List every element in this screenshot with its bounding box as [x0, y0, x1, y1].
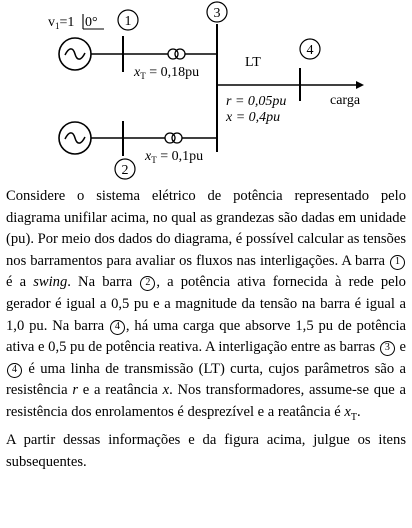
question-paragraph: Considere o sistema elétrico de potência representado pelo diagrama unifilar acima, no qual as grandezas são dadas em unidade (pu). Por meio dos dados do diagrama, é possível calcular as tensões nos barramentos para avaliar os fluxos nas interligações. A barra 1 é a swing. Na barra 2 , a potência ativa fornecida à rede pelo gerador é igual a 0,5 pu e a magnitude da tensão na barra é igual a 1,0 pu. Na barra 4 , há uma carga que absorve 1,5 pu de potência ativa e 0,5 pu de potência reativa. A interligação entre as barras 3 e 4 é uma linha de transmissão (LT) curta, cujos parâmetros são a resistência r e a reatância x. Nos transformadores, assume-se que a resistência dos enrolamentos é desprezível e a reatância é $x_T$.: [6, 188, 407, 423]
bus-ref-1: 1: [390, 255, 405, 270]
bus-4-number: 4: [306, 43, 314, 58]
swing-term: swing: [33, 274, 68, 291]
v1-label: $v_1=1$: [48, 15, 75, 31]
load-label: carga: [330, 93, 361, 108]
xt2-label: $x_T = 0,1pu$: [145, 149, 204, 165]
bus-3-number: 3: [213, 6, 221, 21]
line-reactance: x = 0,4pu: [226, 110, 281, 125]
v1-angle: 0°: [85, 15, 98, 30]
bus-ref-4b: 4: [7, 363, 22, 378]
single-line-diagram: [0, 0, 412, 185]
bus-ref-3: 3: [380, 341, 395, 356]
line-resistance: r = 0,05pu: [226, 94, 287, 109]
instruction-paragraph: A partir dessas informações e da figura acima, julgue os itens subsequentes.: [6, 432, 406, 471]
generator-2-wave: [65, 133, 85, 143]
bus-ref-4: 4: [110, 320, 125, 335]
xt1-label: $x_T = 0,18pu$: [134, 65, 200, 81]
bus-2-number: 2: [121, 163, 129, 178]
bus-1-number: 1: [124, 14, 132, 29]
generator-1-wave: [65, 49, 85, 59]
lt-label: LT: [245, 55, 261, 70]
question-text: [6, 186, 406, 474]
bus-ref-2: 2: [140, 276, 155, 291]
